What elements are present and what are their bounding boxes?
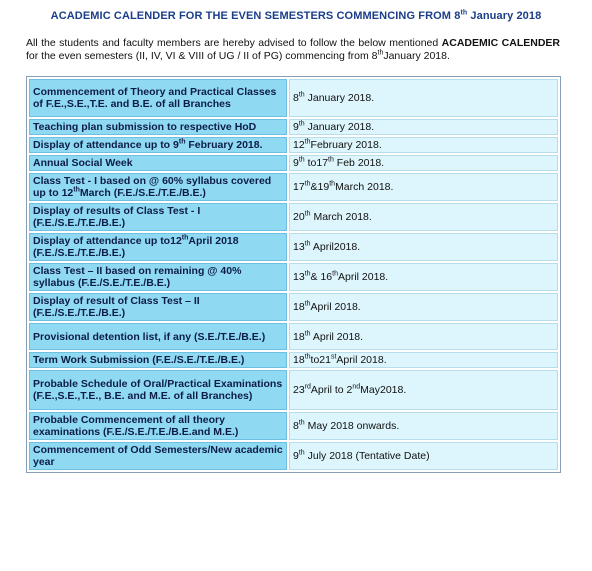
- cell-superscript: th: [304, 240, 311, 248]
- cell-text: April2018.: [310, 241, 361, 253]
- cell-superscript: th: [178, 138, 186, 146]
- calendar-row: [29, 442, 558, 470]
- cell-superscript: th: [298, 120, 305, 128]
- cell-text: January 2018.: [304, 92, 375, 104]
- cell-text: 23: [293, 384, 305, 396]
- title-text-end: January 2018: [467, 10, 542, 22]
- cell-superscript: th: [329, 180, 336, 188]
- cell-text: 13: [293, 271, 305, 283]
- cell-text: January 2018.: [304, 121, 375, 133]
- cell-text: July 2018 (Tentative Date): [304, 450, 430, 462]
- cell-text: Feb 2018.: [333, 157, 385, 169]
- cell-text: 20: [293, 211, 305, 223]
- calendar-row: [29, 119, 558, 135]
- calendar-table-body: [29, 79, 558, 470]
- cell-text: May 2018 onwards.: [304, 420, 400, 432]
- cell-text: Probable Schedule of Oral/Practical Examinations (F.E.,S.E.,T.E., B.E. and M.E. of all Branches): [33, 378, 283, 402]
- cell-text: March 2018.: [335, 181, 394, 193]
- date-cell: [289, 79, 558, 117]
- event-cell: [29, 293, 287, 321]
- cell-text: April 2018.: [337, 271, 389, 283]
- date-cell: [289, 233, 558, 261]
- calendar-row: [29, 323, 558, 350]
- cell-text: Class Test – II based on remaining @ 40% syllabus (F.E./S.E./T.E./B.E.): [33, 265, 242, 289]
- calendar-row: [29, 352, 558, 368]
- cell-text: March (F.E./S.E./T.E./B.E.): [79, 187, 206, 199]
- cell-text: Display of results of Class Test - I (F.E./S.E./T.E./B.E.): [33, 205, 201, 229]
- cell-text: 13: [293, 241, 305, 253]
- event-cell: [29, 263, 287, 291]
- calendar-row: [29, 203, 558, 231]
- cell-superscript: th: [304, 353, 311, 361]
- cell-text: Display of attendance up to 9: [33, 139, 179, 151]
- event-cell: [29, 155, 287, 171]
- cell-text: &19: [310, 181, 330, 193]
- cell-superscript: rd: [304, 383, 311, 391]
- cell-superscript: th: [298, 156, 305, 164]
- cell-text: 18: [293, 354, 305, 366]
- cell-text: April 2018 (F.E./S.E./T.E./B.E.): [33, 235, 239, 259]
- cell-superscript: th: [328, 156, 334, 164]
- cell-superscript: th: [304, 300, 311, 308]
- title-text: ACADEMIC CALENDER FOR THE EVEN SEMESTERS COMMENCING FROM 8: [50, 10, 461, 22]
- calendar-table: [26, 76, 561, 473]
- intro-text-2: for the even semesters (II, IV, VI & VIII of UG / II of PG) commencing from 8: [26, 50, 378, 62]
- cell-superscript: th: [298, 449, 305, 457]
- event-cell: [29, 173, 287, 201]
- cell-text: April 2018.: [336, 354, 387, 366]
- date-cell: [289, 442, 558, 470]
- cell-text: 12: [293, 139, 305, 151]
- cell-text: & 16: [310, 271, 333, 283]
- cell-superscript: th: [298, 419, 305, 427]
- cell-text: February 2018.: [310, 139, 382, 151]
- cell-superscript: th: [298, 91, 305, 99]
- cell-text: to17: [304, 157, 329, 169]
- intro-text: All the students and faculty members are hereby advised to follow the below mentioned: [26, 37, 442, 49]
- intro-text-3: January 2018.: [383, 50, 450, 62]
- cell-text: Term Work Submission (F.E./S.E./T.E./B.E.): [33, 354, 245, 366]
- event-cell: [29, 370, 287, 410]
- cell-superscript: th: [73, 186, 80, 194]
- cell-text: 9: [293, 450, 299, 462]
- cell-text: 17: [293, 181, 305, 193]
- calendar-row: [29, 370, 558, 410]
- cell-superscript: th: [304, 180, 311, 188]
- calendar-row: [29, 412, 558, 440]
- event-cell: [29, 442, 287, 470]
- calendar-row: [29, 155, 558, 171]
- cell-text: Annual Social Week: [33, 157, 133, 169]
- event-cell: [29, 412, 287, 440]
- cell-text: April to 2: [310, 384, 353, 396]
- event-cell: [29, 79, 287, 117]
- cell-text: Commencement of Theory and Practical Classes of F.E.,S.E.,T.E. and B.E. of all Branches: [33, 86, 277, 110]
- cell-text: Class Test - I based on @ 60% syllabus covered up to 12: [33, 175, 272, 199]
- cell-superscript: th: [304, 330, 311, 337]
- cell-text: April 2018.: [310, 301, 361, 313]
- calendar-row: [29, 79, 558, 117]
- calendar-row: [29, 233, 558, 261]
- cell-text: Commencement of Odd Semesters/New academic year: [33, 444, 283, 468]
- cell-superscript: th: [181, 234, 189, 242]
- cell-text: Provisional detention list, if any (S.E./T.E./B.E.): [33, 330, 266, 343]
- event-cell: [29, 233, 287, 261]
- date-cell: [289, 370, 558, 410]
- calendar-row: [29, 293, 558, 321]
- date-cell: [289, 173, 558, 201]
- cell-text: 9: [293, 157, 299, 169]
- intro-bold-text: ACADEMIC CALENDER: [441, 37, 560, 49]
- event-cell: [29, 119, 287, 135]
- cell-text: 18: [293, 301, 305, 313]
- event-cell: [29, 352, 287, 368]
- event-cell: [29, 137, 287, 153]
- date-cell: [289, 155, 558, 171]
- date-cell: [289, 412, 558, 440]
- event-cell: [29, 323, 287, 350]
- cell-text: Display of attendance up to12: [33, 235, 182, 247]
- calendar-row: [29, 263, 558, 291]
- date-cell: [289, 203, 558, 231]
- title-superscript: th: [460, 9, 468, 17]
- cell-text: 9: [293, 121, 299, 133]
- date-cell: [289, 293, 558, 321]
- cell-text: to21: [310, 354, 331, 366]
- cell-text: March 2018.: [310, 211, 372, 223]
- page-title: [0, 10, 592, 22]
- cell-text: February 2018.: [185, 139, 263, 151]
- date-cell: [289, 352, 558, 368]
- calendar-row: [29, 137, 558, 153]
- cell-superscript: st: [330, 353, 337, 361]
- date-cell: [289, 323, 558, 350]
- event-cell: [29, 203, 287, 231]
- cell-superscript: th: [304, 210, 311, 218]
- cell-superscript: th: [332, 270, 338, 278]
- cell-text: May2018.: [360, 384, 407, 396]
- cell-text: April 2018.: [310, 330, 364, 343]
- cell-text: 8: [293, 420, 299, 432]
- cell-superscript: th: [304, 270, 311, 278]
- date-cell: [289, 119, 558, 135]
- cell-text: 18: [293, 330, 305, 343]
- intro-superscript: th: [377, 49, 384, 57]
- cell-text: 8: [293, 92, 299, 104]
- cell-text: Display of result of Class Test – II (F.E./S.E./T.E./B.E.): [33, 295, 200, 319]
- date-cell: [289, 137, 558, 153]
- cell-superscript: nd: [352, 383, 361, 391]
- intro-paragraph: [26, 37, 560, 63]
- cell-text: Teaching plan submission to respective HoD: [33, 121, 257, 133]
- date-cell: [289, 263, 558, 291]
- cell-superscript: th: [304, 138, 311, 146]
- calendar-row: [29, 173, 558, 201]
- cell-text: Probable Commencement of all theory examinations (F.E./S.E./T.E./B.E.and M.E.): [33, 414, 239, 438]
